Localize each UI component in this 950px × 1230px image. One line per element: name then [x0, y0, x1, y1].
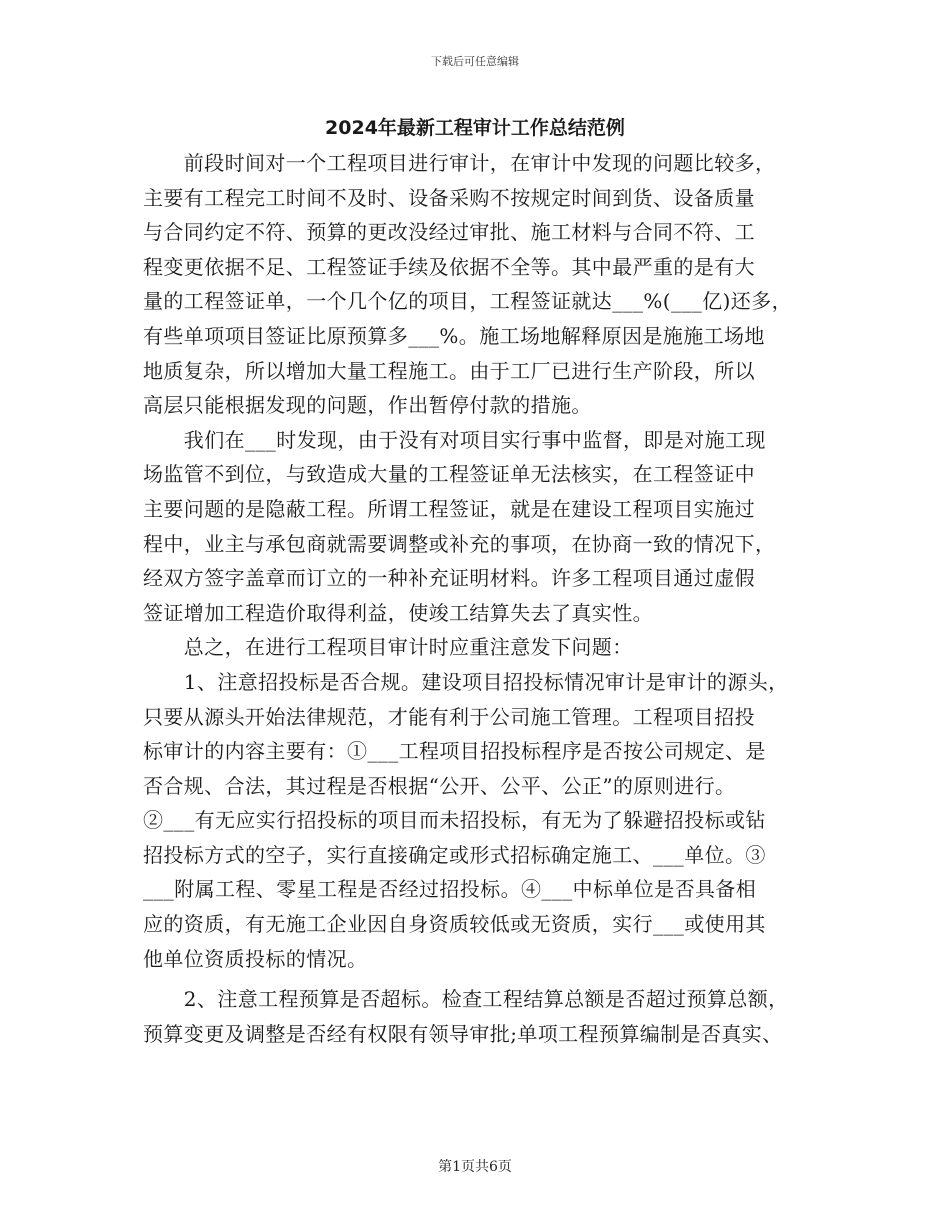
body-line: 经双方签字盖章而订立的一种补充证明材料。许多工程项目通过虚假	[143, 566, 755, 591]
page-header-note: 下载后可任意编辑	[431, 55, 519, 68]
body-line: ②___有无应实行招投标的项目而未招投标，有无为了躲避招投标或钻	[143, 808, 766, 833]
document-title: 2024年最新工程审计工作总结范例	[325, 117, 625, 139]
document-body	[143, 146, 813, 1051]
body-line: 签证增加工程造价取得利益，使竣工结算失去了真实性。	[143, 600, 653, 625]
body-line: 只要从源头开始法律规范，才能有利于公司施工管理。工程项目招投	[143, 704, 755, 729]
body-line: 预算变更及调整是否经有权限有领导审批;单项工程预算编制是否真实、	[143, 1021, 783, 1046]
body-line: 场监管不到位，与致造成大量的工程签证单无法核实，在工程签证中	[143, 462, 755, 487]
body-line: 1、注意招投标是否合规。建设项目招投标情况审计是审计的源头，	[143, 669, 789, 694]
body-line: 主要有工程完工时间不及时、设备采购不按规定时间到货、设备质量	[143, 185, 755, 210]
body-line: 我们在___时发现，由于没有对项目实行事中监督，即是对施工现	[143, 427, 766, 452]
body-line: 标审计的内容主要有：①___工程项目招投标程序是否按公司规定、是	[143, 739, 766, 764]
body-line: 前段时间对一个工程项目进行审计，在审计中发现的问题比较多，	[143, 151, 776, 175]
body-line: 高层只能根据发现的问题，作出暂停付款的措施。	[143, 393, 592, 418]
body-line: 量的工程签证单，一个几个亿的项目，工程签证就达___%(___亿)还多，	[143, 289, 793, 314]
body-line: 有些单项项目签证比原预算多___%。施工场地解释原因是施施工场地	[143, 323, 765, 348]
body-line: 程中，业主与承包商就需要调整或补充的事项，在协商一致的情况下，	[143, 531, 776, 556]
body-line: 总之，在进行工程项目审计时应重注意发下问题：	[143, 635, 633, 660]
body-line: 主要问题的是隐蔽工程。所谓工程签证，就是在建设工程项目实施过	[143, 496, 755, 521]
body-line: 2、注意工程预算是否超标。检查工程结算总额是否超过预算总额，	[143, 987, 789, 1012]
body-line: 招投标方式的空子，实行直接确定或形式招标确定施工、___单位。③	[143, 842, 766, 867]
body-line: 他单位资质投标的情况。	[143, 946, 368, 971]
body-line: ___附属工程、零星工程是否经过招投标。④___中标单位是否具备相	[143, 877, 757, 902]
body-line: 否合规、合法，其过程是否根据“公开、公平、公正”的原则进行。	[143, 773, 736, 798]
body-line: 与合同约定不符、预算的更改没经过审批、施工材料与合同不符、工	[143, 220, 755, 245]
body-line: 地质复杂，所以增加大量工程施工。由于工厂已进行生产阶段，所以	[143, 358, 755, 383]
body-line: 应的资质，有无施工企业因自身资质较低或无资质，实行___或使用其	[143, 912, 766, 937]
body-line: 程变更依据不足、工程签证手续及依据不全等。其中最严重的是有大	[143, 254, 755, 279]
page-number: 第1页共6页	[438, 1159, 512, 1175]
